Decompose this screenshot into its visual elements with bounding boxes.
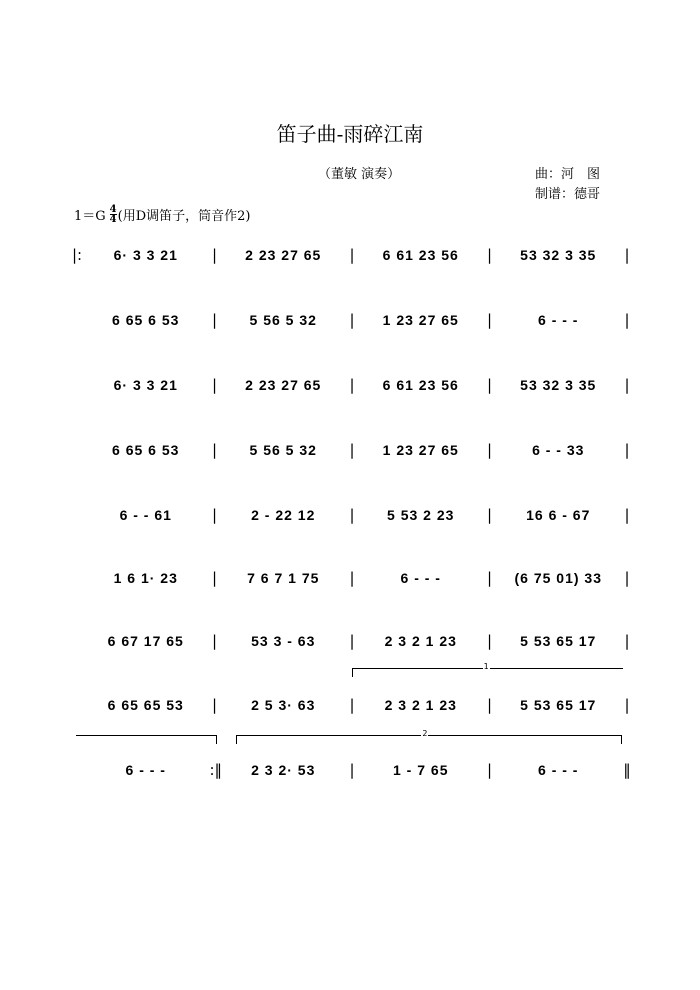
barline: | [211,441,218,459]
measure: 1 23 27 65 [382,312,459,328]
barline: | [486,311,493,329]
measure: 6 - - - [538,762,579,778]
measure: 2 3 2 1 23 [384,697,457,713]
measure: 2 3 2 1 23 [384,633,457,649]
score-row [72,305,632,335]
time-signature-top: 4 [109,204,117,215]
barline: | [624,311,630,329]
volta-first-bracket-end [76,735,217,744]
measure: 1 - 7 65 [393,762,449,778]
barline: | [486,441,493,459]
measure: 5 53 65 17 [520,697,597,713]
measure: 6 - - 61 [119,507,172,523]
barline: | [349,696,355,714]
measure: 53 3 - 63 [251,633,316,649]
barline: | [624,569,630,587]
barline: | [349,441,355,459]
barline: | [486,696,493,714]
barline: | [211,246,218,264]
measure: 6 - - - [400,570,441,586]
volta-first-label: 1 [483,662,489,671]
score-row [72,626,632,656]
barline: | [349,506,355,524]
time-signature-bottom: 4 [109,214,117,225]
barline: | [211,376,218,394]
volta-second-label: 2 [422,729,428,738]
barline: | [486,761,493,779]
score-row [72,755,632,785]
barline: | [349,376,355,394]
barline: :‖ [209,761,223,779]
barline: | [211,632,218,650]
performer-credit: （董敏 演奏） [318,167,401,182]
measure: 6 67 17 65 [107,633,184,649]
time-signature [110,205,117,224]
barline: | [624,246,630,264]
barline: | [211,311,218,329]
measure: 2 5 3· 63 [251,697,316,713]
measure: (6 75 01) 33 [514,570,602,586]
measure: 53 32 3 35 [520,377,597,393]
page-title: 笛子曲-雨碎江南 [276,122,424,146]
barline: | [349,569,355,587]
barline: | [486,569,493,587]
barline: | [349,632,355,650]
measure: 53 32 3 35 [520,247,597,263]
score-row [72,500,632,530]
arranger-credit: 制谱：德哥 [535,187,601,202]
barline: | [624,696,630,714]
measure: 6 65 6 53 [112,312,180,328]
measure: 6 61 23 56 [382,247,459,263]
barline: | [624,376,630,394]
measure: 6· 3 3 21 [113,247,178,263]
measure: 6 - - - [125,762,166,778]
barline: | [486,376,493,394]
score-row [72,370,632,400]
measure: 6 65 6 53 [112,442,180,458]
composer-credit: 曲：河 图 [535,167,601,182]
measure: 2 - 22 12 [251,507,316,523]
barline: | [624,632,630,650]
barline: | [624,441,630,459]
measure: 16 6 - 67 [526,507,591,523]
measure: 5 53 65 17 [520,633,597,649]
measure: 2 23 27 65 [245,377,322,393]
measure: 2 23 27 65 [245,247,322,263]
barline: | [624,506,630,524]
measure: 6· 3 3 21 [113,377,178,393]
barline: | [349,311,355,329]
key-label: 1＝G [74,209,106,224]
measure: 5 56 5 32 [249,312,317,328]
measure: 5 56 5 32 [249,442,317,458]
measure: 6 - - 33 [532,442,585,458]
barline: | [211,696,218,714]
volta-first-ending [352,662,623,677]
measure: 6 65 65 53 [107,697,184,713]
score-row [72,240,632,270]
volta-second-ending [236,729,622,744]
measure: 1 23 27 65 [382,442,459,458]
key-signature [74,205,251,224]
measure: 1 6 1· 23 [113,570,178,586]
barline: ‖ [623,761,631,779]
barline: | [349,761,355,779]
barline: | [211,506,218,524]
barline: | [486,246,493,264]
barline: | [486,506,493,524]
measure: 2 3 2· 53 [251,762,316,778]
barline: | [486,632,493,650]
barline: | [211,569,218,587]
measure: 6 - - - [538,312,579,328]
barline: | [349,246,355,264]
score-row [72,435,632,465]
measure: 7 6 7 1 75 [247,570,320,586]
score-row [72,690,632,720]
score-row [72,563,632,593]
key-note: (用D调笛子，筒音作2) [117,209,251,224]
barline: |: [72,246,83,264]
measure: 6 61 23 56 [382,377,459,393]
measure: 5 53 2 23 [387,507,455,523]
